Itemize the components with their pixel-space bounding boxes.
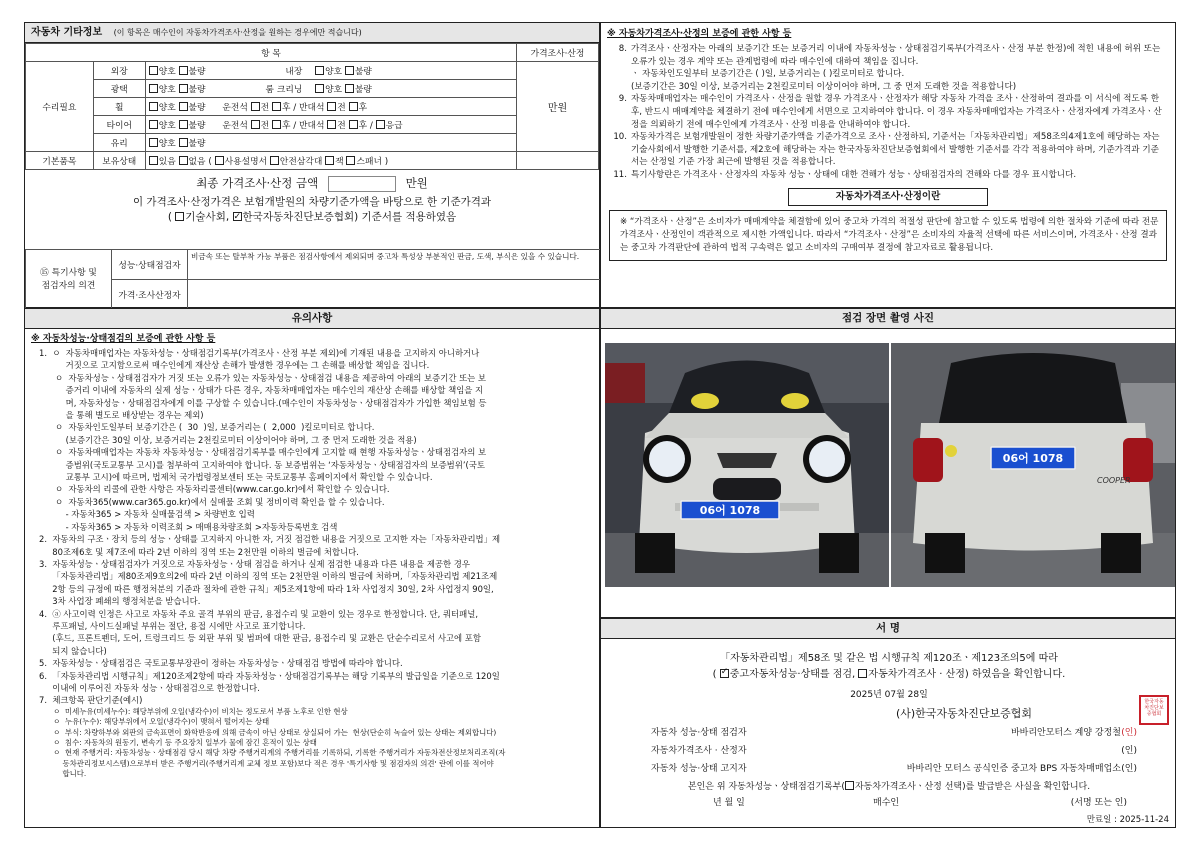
price-definition-title: 자동차가격조사·산정이란 bbox=[788, 188, 988, 206]
notes-line: 2항 등의 규정에 따른 행정처분의 기준과 절차에 관한 규칙」제5조제1항에 따라 1차 사업정지 30일, 2차 사업정지 90일, bbox=[39, 583, 494, 594]
price-definition-text: ※ “가격조사ㆍ산정”은 소비자가 매매계약을 체결함에 있어 중고차 가격의 적절성 판단에 참고할 수 있도록 법령에 의한 절차와 기준에 따라 전문 가격조사ㆍ산정인이 객관적으로 제시한 가액입니다. 따라서 “가격조사ㆍ산정”은 소비자의 자율적 선택에 따른 서비스이며, 가격조사ㆍ산정 결과는 중고차 가격판단에 관하여 법적 구속력은 없고 소비자의 구매여부 결정에 참고자료로 활용됩니다. bbox=[609, 210, 1167, 261]
spanner-checkbox[interactable] bbox=[346, 156, 355, 165]
checker-name: 바바리안모터스 계양 강정철 bbox=[1010, 728, 1121, 738]
notes-line: 3. 자동차성능ㆍ상태점검자가 거짓으로 자동차성능ㆍ상태 점검을 하거나 실제 점검한 내용과 다른 내용을 제공한 경우 bbox=[39, 558, 470, 569]
price-guarantee-title: ※ 자동차가격조사·산정의 보증에 관한 사항 등 bbox=[607, 29, 792, 39]
guarantee-item-number: 10. bbox=[613, 132, 627, 143]
notes-line: 거짓으로 고지함으로써 매수인에게 재산상 손해가 발생한 경우에는 그 손해를 배상할 책임을 집니다. bbox=[39, 360, 430, 371]
triangle-checkbox[interactable] bbox=[270, 156, 279, 165]
gloss-bad-checkbox[interactable] bbox=[179, 84, 188, 93]
price-checker-opinion[interactable] bbox=[188, 280, 601, 310]
notes-line: 이내에 이루어진 자동차 성능ㆍ상태점검으로 한정합니다. bbox=[39, 682, 260, 693]
exterior-label: 외장 bbox=[93, 62, 145, 80]
notes-panel bbox=[24, 308, 600, 828]
guarantee-item-text: 특기사항란은 가격조사ㆍ산정자의 자동차 성능ㆍ상태에 대한 견해가 성능ㆍ상태점검자의 견해와 다를 경우 표시합니다. bbox=[631, 169, 1077, 180]
perf-checker-opinion: 비금속 또는 탈부착 가능 부품은 점검사항에서 제외되며 중고차 특성상 부분적인 판금, 도색, 부식은 있을 수 있습니다. bbox=[188, 250, 601, 280]
notes-line: 5. 자동차성능ㆍ상태점검은 국토교통부장관이 정하는 자동차성능ㆍ상태점검 방법에 따라야 합니다. bbox=[39, 658, 403, 669]
basis-line-2: ( 기술사회, ✓한국자동차진단보증협회) 기준서를 적용하였음 bbox=[25, 210, 599, 225]
notes-criteria-line: 동차관리정보시스템)으로부터 받은 주행거리(주행거리계 교체 정보 포함)보다 적은 경우 '특기사항 및 점검자의 의견' 란에 이를 적어야 bbox=[39, 758, 494, 768]
notes-line: ㅇ 자동차성능ㆍ상태점검자가 거짓 또는 오류가 있는 자동차성능ㆍ상태점검 내용을 제공하여 아래의 보증기간 또는 보 bbox=[39, 372, 487, 383]
glass-label: 유리 bbox=[93, 134, 145, 152]
signature-header: 서 명 bbox=[601, 619, 1175, 639]
wheel-driver-front-checkbox[interactable] bbox=[251, 102, 260, 111]
interior-good-checkbox[interactable] bbox=[315, 66, 324, 75]
notes-line: - 자동차365 > 자동차 이력조회 > 매매용차량조회 >자동차등록번호 검색 bbox=[39, 521, 338, 532]
expiry-date: 만료일 : 2025-11-24 bbox=[1086, 815, 1169, 825]
notes-criteria-line: ㅇ 부식: 차량하부와 외판의 금속표면이 화학반응에 의해 금속이 아닌 상태로 상실되어 가는 현상(단순히 녹슬어 있는 상태는 제외합니다) bbox=[39, 727, 497, 737]
vehicle-other-info-panel bbox=[24, 22, 600, 308]
notes-body bbox=[25, 344, 599, 780]
price-unit: 만원 bbox=[517, 62, 599, 152]
notes-line: 2. 자동차의 구조ㆍ장치 등의 성능ㆍ상태를 고지하지 아니한 자, 거짓 점검한 내용을 거짓으로 고지한 자는「자동차관리법」제 bbox=[39, 534, 501, 545]
interior-label: 내장 bbox=[285, 67, 303, 77]
notes-criteria-line: ㅇ 누유(누수): 해당부위에서 오일(냉각수)이 맺혀서 떨어지는 상태 bbox=[39, 717, 270, 727]
exterior-good-checkbox[interactable] bbox=[149, 66, 158, 75]
notes-criteria-line: ㅇ 미세누유(미세누수): 해당부위에 오일(냉각수)이 비치는 정도로서 부품 노후로 인한 현상 bbox=[39, 706, 348, 716]
owned-status-label: 보유상태 bbox=[93, 152, 145, 170]
vehicle-other-info-subtitle: (이 항목은 매수인이 자동차가격조사·산정을 원하는 경우에만 적습니다) bbox=[113, 28, 362, 37]
buyer-row bbox=[601, 795, 1177, 811]
basic-items-label: 기본품목 bbox=[26, 152, 94, 170]
final-price-unit: 만원 bbox=[405, 176, 428, 190]
guarantee-item bbox=[613, 93, 1165, 131]
glass-row: 양호 불량 bbox=[145, 134, 516, 152]
basis-line-1: 이 가격조사·산정가격은 보험개발원의 차량기준가액을 바탕으로 한 기준가격과 bbox=[132, 195, 492, 208]
interior-bad-checkbox[interactable] bbox=[345, 66, 354, 75]
notes-line: 되지 않습니다) bbox=[39, 645, 107, 656]
basic-items-row: 있음 없음 ( 사용설명서 안전삼각대 잭 스패너 ) bbox=[145, 152, 516, 170]
perf-checker-label: 성능·상태점검자 bbox=[112, 250, 188, 280]
guarantee-item bbox=[613, 131, 1165, 169]
price-check-checkbox[interactable] bbox=[858, 669, 867, 678]
notes-line: 「자동차관리법」제80조제9호의2에 따라 2년 이하의 징역 또는 2천만원 이하의 벌금에 처하며,「자동차관리법 제21조제 bbox=[39, 571, 498, 582]
photo-header: 점검 장면 촬영 사진 bbox=[601, 309, 1175, 329]
buyer-price-checkbox[interactable] bbox=[845, 781, 854, 790]
repair-needed-label: 수리필요 bbox=[26, 62, 94, 152]
wheel-good-checkbox[interactable] bbox=[149, 102, 158, 111]
jack-checkbox[interactable] bbox=[325, 156, 334, 165]
glass-good-checkbox[interactable] bbox=[149, 138, 158, 147]
guarantee-item bbox=[613, 43, 1165, 68]
gloss-row: 양호 불량 룸 크리닝 양호 불량 bbox=[145, 80, 516, 98]
tire-passenger-front-checkbox[interactable] bbox=[327, 120, 336, 129]
notes-line: 증범위(국토교통부 고시)를 첨부하여 고지하여야 합니다. 동 보증범위는 ‘자동차성능ㆍ상태점검자의 보증범위’(국토 bbox=[39, 459, 485, 470]
buyer-date: 년 월 일 bbox=[713, 798, 745, 808]
guarantee-item-number bbox=[613, 68, 631, 81]
final-price-field[interactable] bbox=[328, 176, 396, 192]
tire-label: 타이어 bbox=[93, 116, 145, 134]
wheel-bad-checkbox[interactable] bbox=[179, 102, 188, 111]
notes-line: 7. 체크항목 판단기준(예시) bbox=[39, 695, 143, 706]
notes-line: 1. ㅇ 자동차매매업자는 자동차성능ㆍ상태점검기록부(가격조사ㆍ산정 부분 제외)에 기재된 내용을 고지하지 아니하거나 bbox=[39, 348, 480, 358]
notes-line: 80조제6호 및 제7조에 따라 2년 이하의 징역 또는 2천만원 이하의 벌금에 처합니다. bbox=[39, 546, 359, 557]
col-price-header: 가격조사·산정 bbox=[517, 44, 599, 62]
wheel-driver-rear-checkbox[interactable] bbox=[272, 102, 281, 111]
notes-line: ㅇ 자동차의 리콜에 관한 사항은 자동차리콜센터(www.car.go.kr)에서 확인할 수 있습니다. bbox=[39, 484, 390, 495]
photo-panel bbox=[600, 308, 1176, 618]
notes-line: - 자동차365 > 자동차 실매물검색 > 차량번호 입력 bbox=[39, 509, 255, 520]
gloss-label: 광택 bbox=[93, 80, 145, 98]
wheel-passenger-front-checkbox[interactable] bbox=[327, 102, 336, 111]
exterior-bad-checkbox[interactable] bbox=[179, 66, 188, 75]
guarantee-item-number: 8. bbox=[618, 44, 627, 54]
glass-bad-checkbox[interactable] bbox=[179, 138, 188, 147]
final-price-label: 최종 가격조사·산정 금액 bbox=[196, 176, 319, 190]
col-item-header: 항 목 bbox=[26, 44, 517, 62]
notes-line: (후드, 프론트펜더, 도어, 트렁크리드 등 외판 부위 및 범퍼에 대한 판금, 용접수리 및 교환은 단순수리로서 사고에 포함 bbox=[39, 633, 481, 644]
notifier-seal: (인) bbox=[1121, 764, 1137, 774]
guarantee-item-text: 자동차매매업자는 매수인이 가격조사ㆍ산정을 원할 경우 가격조사ㆍ산정자가 해당 자동차 가격을 조사ㆍ산정하여 결과를 이 서식에 적도록 한 후, 반드시 매매계약을 체결하기 전에 매수인에게 서면으로 고지하여야 합니다. 이 경우 자동차매매업자는 가격조사ㆍ산정자에게 가격조사ㆍ산정을 의뢰하기 전에 매수인에게 가격조사ㆍ산정 비용을 안내하여야 합니다. bbox=[631, 94, 1162, 130]
buyer-label: 매수인 bbox=[873, 798, 900, 808]
signature-confirm-line: ( ✓중고자동차성능·상태를 점검, 자동차가격조사 · 산정) 하였음을 확인합니다. bbox=[601, 665, 1177, 680]
rear-brand-badge: COOPER bbox=[1097, 476, 1131, 485]
price-guarantee-list bbox=[601, 39, 1175, 182]
notes-line: 6. 「자동차관리법 시행규칙」제120조제2항에 따라 자동차성능ㆍ상태점검기록부는 해당 기록부의 발급일을 기준으로 120일 bbox=[39, 670, 500, 681]
notes-line: 4. ⓐ 사고이력 인정은 사고로 자동차 주요 골격 부위의 판금, 용접수리 및 교환이 있는 경우로 한정합니다. 단, 쿼터패널, bbox=[39, 608, 478, 619]
price-signer-row: 자동차가격조사 · 산정자 (인) bbox=[601, 743, 1177, 759]
price-checker-label: 가격·조사산정자 bbox=[112, 280, 188, 310]
guarantee-item-text: 자동차가격은 보험개발원이 정한 차량기준가액을 기준가격으로 조사ㆍ산정하되, 기준서는「자동차관리법」제58조의4제1호에 해당하는 자는 기술사회에서 발행한 기준서를, 제2호에 해당하는 자는 한국자동차진단보증협회에서 발행한 기준서를 각각 적용하여야 하며, 기준가격과 기준서는 산정일 기준 가장 최근에 발행된 것을 적용합니다. bbox=[631, 132, 1160, 168]
rear-car-illustration bbox=[891, 343, 1175, 587]
notes-line: ㅇ 자동차매매업자는 자동차 자동차성능ㆍ상태점검기록부를 매수인에게 고지할 때 현행 자동차성능ㆍ상태점검자의 보 bbox=[39, 447, 487, 458]
tire-row: 양호 불량 운전석 전 후 / 반대석 전 후 / 응급 bbox=[145, 116, 516, 134]
signature-panel bbox=[600, 618, 1176, 828]
manual-checkbox[interactable] bbox=[215, 156, 224, 165]
price-guarantee-panel bbox=[600, 22, 1176, 308]
notes-line: 루프패널, 사이드실패널 부위는 절단, 용접 시에만 사고로 표기합니다. bbox=[39, 620, 306, 631]
buyer-sign: (서명 또는 인) bbox=[1070, 798, 1127, 808]
notes-criteria-line: ㅇ 현재 주행거리: 자동차성능ㆍ상태점검 당시 해당 차량 주행거리계의 주행거리를 기록하되, 기록한 주행거리가 자동차전산정보처리조직(자 bbox=[39, 748, 506, 758]
guarantee-item-number: 11. bbox=[613, 169, 627, 180]
org-stamp: 한국자동차진단보증협회 bbox=[1139, 695, 1169, 725]
notes-line: ㅇ 자동차인도일부터 보증기간은 ( 30 )일, 보증거리는 ( 2,000 )킬로미터로 합니다. bbox=[39, 422, 375, 433]
price-basis bbox=[25, 195, 599, 225]
wheel-label: 휠 bbox=[93, 98, 145, 116]
basis-tech-checkbox[interactable] bbox=[175, 212, 184, 221]
gloss-good-checkbox[interactable] bbox=[149, 84, 158, 93]
signature-law-line: 「자동차관리법」제58조 및 같은 법 시행규칙 제120조ㆍ제123조의5에 따라 bbox=[720, 653, 1058, 664]
notes-line: 3차 사업장 폐쇄의 행정처분을 받습니다. bbox=[39, 596, 201, 607]
special-notes-label: ⑮ 특기사항 및 점검자의 의견 bbox=[26, 250, 112, 310]
guarantee-item bbox=[613, 169, 1165, 182]
guarantee-item bbox=[613, 81, 1165, 94]
guarantee-item-text: (보증기간은 30일 이상, 보증거리는 2천킬로미터 이상이어야 하며, 그 중 먼저 도래한 것을 적용합니다) bbox=[631, 81, 1017, 92]
room-cleaning-label: 룸 크리닝 bbox=[265, 85, 303, 95]
vehicle-other-info-header bbox=[25, 23, 599, 43]
signature-date: 2025년 07월 28일 bbox=[850, 690, 928, 700]
price-signer-seal: (인) bbox=[1121, 746, 1137, 756]
special-notes-table bbox=[25, 249, 601, 310]
guarantee-item-text: ㆍ 자동차인도일부터 보증기간은 ( )일, 보증거리는 ( )킬로미터로 합니다. bbox=[631, 69, 905, 80]
front-car-illustration bbox=[605, 343, 889, 587]
exterior-row: 양호 불량 내장 양호 불량 bbox=[145, 62, 516, 80]
wheel-passenger-rear-checkbox[interactable] bbox=[349, 102, 358, 111]
notes-line: 을 통해 별도로 배상받는 경우는 제외) bbox=[39, 410, 204, 421]
basic-have-checkbox[interactable] bbox=[149, 156, 158, 165]
front-plate-text: 06어 1078 bbox=[699, 504, 761, 517]
notes-subtitle: ※ 자동차성능·상태점검의 보증에 관한 사항 등 bbox=[31, 334, 216, 344]
notes-line: 교통부 고시)에 따르며, 법제처 국가법령정보센터 또는 국토교통부 홈페이지에서 확인할 수 있습니다. bbox=[39, 472, 433, 483]
buyer-confirm-line: 본인은 위 자동차성능ㆍ상태점검기록부( 자동차가격조사ㆍ산정 선택)를 발급받은 사실을 확인합니다. bbox=[687, 782, 1091, 792]
front-car-photo bbox=[605, 343, 889, 587]
room-cleaning-bad-checkbox[interactable] bbox=[345, 84, 354, 93]
notes-line: 증거리 이내에 자동차의 실제 성능ㆍ상태가 다른 경우, 자동차매매업자는 매수인의 재산상 손해를 배상할 책임을 지 bbox=[39, 385, 484, 396]
vehicle-other-info-table bbox=[25, 43, 599, 170]
perf-check-checkbox[interactable] bbox=[720, 669, 729, 678]
signature-org: (사)한국자동차진단보증협회 bbox=[895, 707, 1033, 720]
guarantee-item-number: 9. bbox=[618, 94, 627, 105]
notes-criteria-line: 합니다. bbox=[39, 769, 87, 779]
wheel-row: 양호 불량 운전석 전 후 / 반대석 전 후 bbox=[145, 98, 516, 116]
guarantee-item-number bbox=[613, 81, 631, 94]
guarantee-item bbox=[613, 68, 1165, 81]
notes-header: 유의사항 bbox=[25, 309, 599, 329]
rear-plate-text: 06어 1078 bbox=[1002, 452, 1064, 465]
final-price-row bbox=[25, 175, 599, 192]
tire-emergency-checkbox[interactable] bbox=[376, 120, 385, 129]
notifier-name: 바바리안 모터스 공식인증 중고차 BPS 자동차매매업소 bbox=[906, 764, 1121, 774]
basis-assoc-checkbox[interactable] bbox=[233, 212, 242, 221]
tire-bad-checkbox[interactable] bbox=[179, 120, 188, 129]
tire-good-checkbox[interactable] bbox=[149, 120, 158, 129]
tire-passenger-rear-checkbox[interactable] bbox=[349, 120, 358, 129]
guarantee-item-text: 가격조사ㆍ산정자는 아래의 보증기간 또는 보증거리 이내에 자동차성능ㆍ상태점검기록부(가격조사ㆍ산정 부분 한정)에 적힌 내용에 허위 또는 오류가 있는 경우 계약 또는 관계법령에 따라 매수인에 대하여 책임을 집니다. bbox=[631, 44, 1161, 67]
tire-driver-rear-checkbox[interactable] bbox=[272, 120, 281, 129]
vehicle-other-info-title: 자동차 기타정보 bbox=[31, 27, 103, 38]
room-cleaning-good-checkbox[interactable] bbox=[315, 84, 324, 93]
checker-row: 자동차 성능·상태 점검자 바바리안모터스 계양 강정철 (인) bbox=[601, 725, 1177, 741]
notes-line: 며, 자동차성능ㆍ상태점검자에게 이를 구상할 수 있습니다.(매수인이 자동차성능ㆍ상태점검자가 가입한 책임보험 등 bbox=[39, 397, 487, 408]
notes-line: (보증기간은 30일 이상, 보증거리는 2천킬로미터 이상이어야 하며, 그 중 먼저 도래한 것을 적용) bbox=[39, 434, 417, 445]
checker-seal: (인) bbox=[1121, 728, 1137, 738]
notes-line: ㅇ 자동차365(www.car365.go.kr)에서 실매물 조회 및 정비이력 확인을 할 수 있습니다. bbox=[39, 496, 385, 507]
rear-car-photo bbox=[891, 343, 1175, 587]
tire-driver-front-checkbox[interactable] bbox=[251, 120, 260, 129]
notes-criteria-line: ㅇ 침수: 자동차의 원동기, 변속기 등 주요장치 일부가 물에 잠긴 흔적이 있는 상태 bbox=[39, 738, 317, 747]
basic-none-checkbox[interactable] bbox=[179, 156, 188, 165]
notifier-row: 자동차 성능·상태 고지자 바바리안 모터스 공식인증 중고차 BPS 자동차매매업소 (인) bbox=[601, 761, 1177, 777]
